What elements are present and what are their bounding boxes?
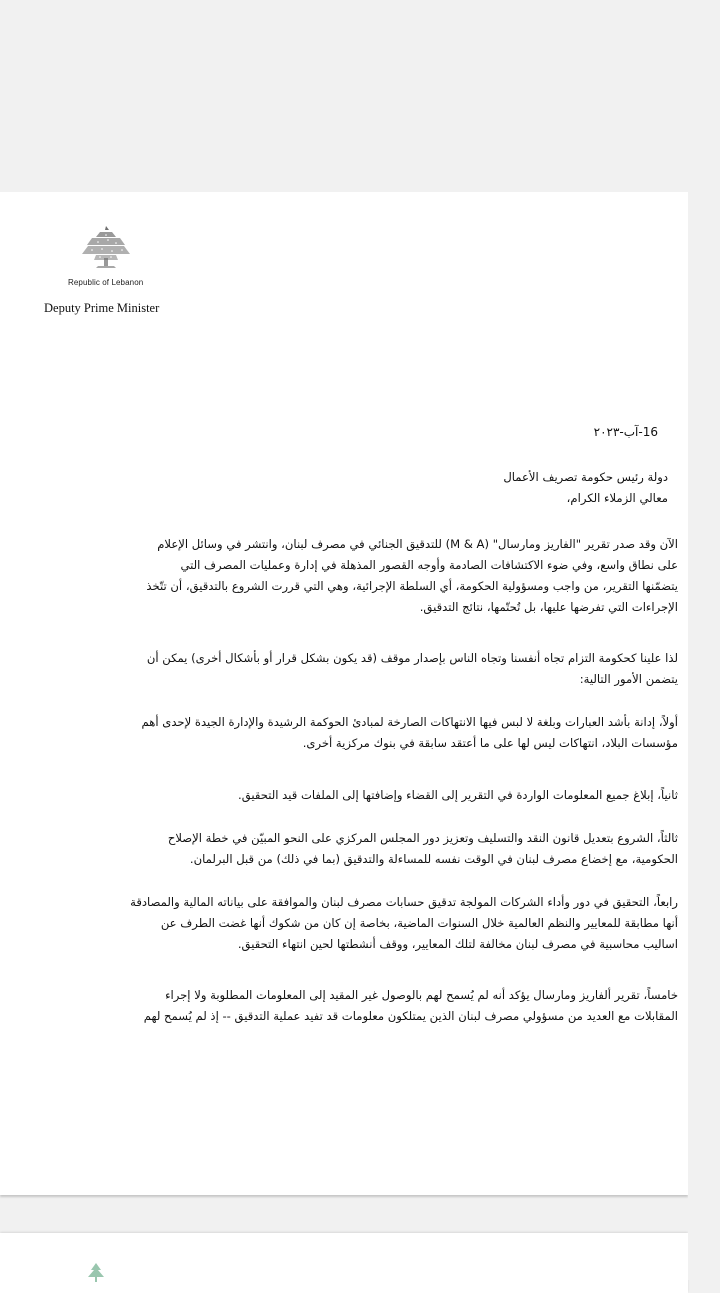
office-title: Deputy Prime Minister [44, 301, 160, 315]
paragraph-line: المقابلات مع العديد من مسؤولي مصرف لبنان الذين يمتلكون معلومات قد تفيد عملية التدقيق -- إذ لم يُسمح لهم [143, 1009, 678, 1023]
paragraph-line: اساليب محاسبية في مصرف لبنان مخالفة لتلك المعايير، ووقف أنشطتها لحين انتهاء التحقيق. [237, 937, 678, 951]
viewer-background-strip [688, 192, 720, 1280]
paragraph-intro [50, 534, 678, 618]
paragraph-line: ثانياً، إبلاغ جميع المعلومات الواردة في التقرير إلى القضاء وإضافتها إلى الملفات قيد التحقيق. [238, 788, 678, 802]
paragraph-line: ثالثاً، الشروع بتعديل قانون النقد والتسليف وتعزيز دور المجلس المركزي على النحو المبيّن في خطة الإصلاح [167, 831, 678, 845]
letter-date: 16-آب-٢٠٢٣ [593, 425, 658, 439]
addressee-line-1: دولة رئيس حكومة تصريف الأعمال [503, 470, 668, 484]
paragraph-line: مؤسسات البلاد، انتهاكات ليس لها على ما أعتقد سابقة في بنوك مركزية أخرى. [302, 736, 678, 750]
cedar-tree-icon [82, 1262, 110, 1282]
paragraph-line: أنها مطابقة للمعايير والنظم العالمية خلال السنوات الماضية، بخاصة إن كان من شكوك أنها غضت الطرف عن [160, 916, 678, 930]
country-name: Republic of Lebanon [68, 278, 144, 287]
paragraph-line: يتضمّنها التقرير، من واجب ومسؤولية الحكومة، أي السلطة الإجرائية، وهي التي قررت الشروع بالتدقيق، أن تتّخذ [146, 579, 678, 593]
paragraph-line: الإجراءات التي تفرضها عليها، بل تُحتّمها، نتائج التدقيق. [419, 600, 678, 614]
paragraph-line: الآن وقد صدر تقرير "الفاريز ومارسال" (M & A) للتدقيق الجنائي في مصرف لبنان، وانتشر في وسائل الإعلام [157, 537, 678, 551]
paragraph-obligation [50, 648, 678, 690]
paragraph-third-point [50, 828, 678, 870]
paragraph-line: يتضمن الأمور التالية: [579, 672, 678, 686]
paragraph-fourth-point [50, 892, 678, 955]
paragraph-line: خامساً، تقرير ألفاريز ومارسال يؤكد أنه لم يُسمح لهم بالوصول غير المقيد إلى المعلومات المطلوبة ولا إجراء [165, 988, 678, 1002]
paragraph-first-point [50, 712, 678, 754]
document-page-1 [0, 192, 688, 1195]
paragraph-fifth-point [50, 985, 678, 1027]
paragraph-line: الحكومية، مع إخضاع مصرف لبنان في الوقت نفسه للمساءلة والتدقيق (بما في ذلك) من قبل البرلمان. [189, 852, 678, 866]
paragraph-line: على نطاق واسع، وفي ضوء الاكتشافات الصادمة وأوجه القصور المذهلة في إدارة وعمليات المصرف التي [180, 558, 678, 572]
paragraph-second-point [50, 785, 678, 806]
cedar-tree-icon [78, 224, 134, 272]
paragraph-line: أولاً، إدانة بأشد العبارات وبلغة لا لبس فيها الانتهاكات الصارخة لمبادئ الحوكمة الرشيدة والإدارة الجيدة لإحدى أهم [141, 715, 678, 729]
addressee-line-2: معالي الزملاء الكرام، [566, 491, 668, 505]
paragraph-line: لذا علينا كحكومة التزام تجاه أنفسنا وتجاه الناس بإصدار موقف (قد يكون بشكل قرار أو بأشكال أخرى) يمكن أن [146, 651, 678, 665]
paragraph-line: رابعاً، التحقيق في دور وأداء الشركات المولجة تدقيق حسابات مصرف لبنان والموافقة على بياناته المالية والمصادقة [130, 895, 678, 909]
